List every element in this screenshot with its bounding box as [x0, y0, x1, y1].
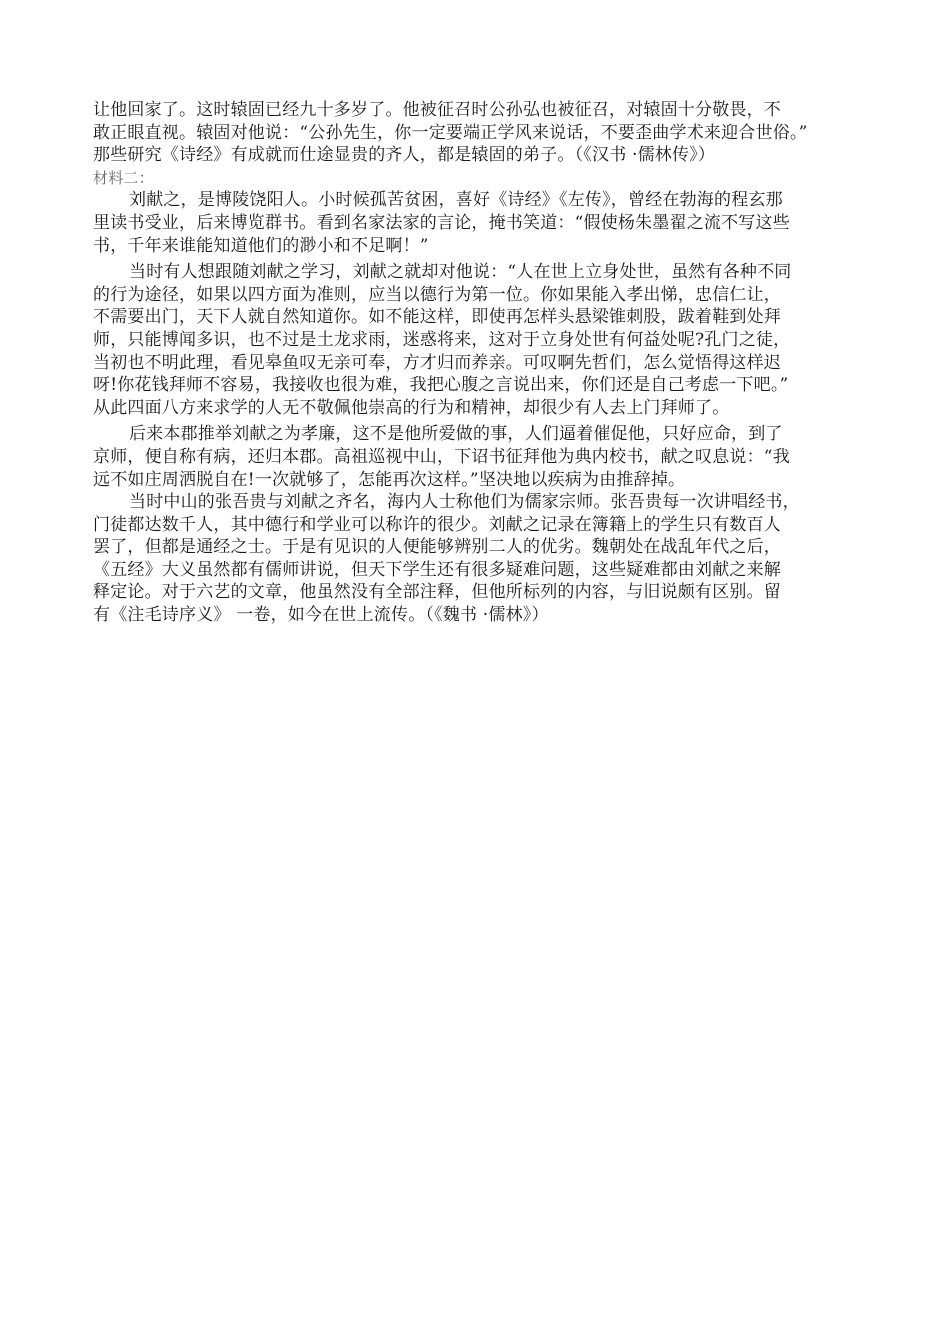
material1-tail-paragraph — [93, 99, 883, 167]
text-line: 里读书受业，后来博览群书。看到名家法家的言论，掩书笑道：“假使杨朱墨翟之流不写这些 — [93, 212, 790, 233]
text-line: 敢正眼直视。辕固对他说：“公孙先生，你一定要端正学风来说话，不要歪曲学术来迎合世俗。” — [93, 122, 808, 143]
text-line: 当时中山的张吾贵与刘献之齐名，海内人士称他们为儒家宗师。张吾贵每一次讲唱经书， — [129, 492, 800, 513]
text-line: 从此四面八方来求学的人无不敬佩他崇高的行为和精神，却很少有人去上门拜师了。 — [93, 397, 730, 418]
material2-paragraph-2 — [93, 261, 883, 419]
text-line: 让他回家了。这时辕固已经九十多岁了。他被征召时公孙弘也被征召，对辕固十分敬畏，不 — [93, 100, 781, 120]
text-line: 书，千年来谁能知道他们的渺小和不足啊！” — [93, 235, 429, 256]
material2-paragraph-4 — [93, 491, 883, 627]
material2-paragraph-1 — [93, 189, 883, 257]
text-line: 的行为途径，如果以四方面为准则，应当以德行为第一位。你如果能入孝出悌，忠信仁让， — [93, 284, 781, 305]
text-line: 门徒都达数千人，其中德行和学业可以称许的很少。刘献之记录在簿籍上的学生只有数百人 — [93, 514, 781, 535]
text-line: 有《注毛诗序义》 一卷，如今在世上流传。（《魏书 ·儒林》） — [93, 605, 549, 626]
text-line: 远不如庄周洒脱自在!一次就够了，怎能再次这样。”坚决地以疾病为由推辞掉。 — [93, 469, 686, 490]
text-line: 释定论。对于六艺的文章，他虽然没有全部注释，但他所标列的内容，与旧说颇有区别。留 — [93, 582, 781, 603]
text-line: 当初也不明此理，看见皋鱼叹无亲可奉，方才归而养亲。可叹啊先哲们，怎么觉悟得这样迟 — [93, 352, 781, 373]
text-line: 师，只能博闻多识，也不过是土龙求雨，迷惑将来，这对于立身处世有何益处呢?孔门之徒， — [93, 329, 791, 350]
material2-paragraph-3 — [93, 423, 883, 491]
text-line: 那些研究《诗经》有成就而仕途显贵的齐人，都是辕固的弟子。（《汉书 ·儒林传》） — [93, 145, 716, 166]
text-line: 后来本郡推举刘献之为孝廉，这不是他所爱做的事，人们逼着催促他，只好应命，到了 — [129, 424, 783, 445]
text-line: 呀!你花钱拜师不容易，我接收也很为难，我把心腹之言说出来，你们还是自己考虑一下吧。” — [93, 375, 789, 396]
text-line: 不需要出门，天下人就自然知道你。如不能这样，即使再怎样头悬梁锥刺股，跋着鞋到处拜 — [93, 307, 781, 328]
text-line: 京师，便自称有病，还归本郡。高祖巡视中山，下诏书征拜他为典内校书，献之叹息说：“我 — [93, 446, 790, 467]
material2-label: 材料二： — [93, 168, 154, 187]
text-line: 罢了，但都是通经之士。于是有见识的人便能够辨别二人的优劣。魏朝处在战乱年代之后， — [93, 537, 781, 558]
text-line: 《五经》大义虽然都有儒师讲说，但天下学生还有很多疑难问题，这些疑难都由刘献之来解 — [93, 559, 781, 580]
text-line: 当时有人想跟随刘献之学习，刘献之就却对他说：“人在世上立身处世，虽然有各种不同 — [129, 262, 792, 283]
document-page — [93, 99, 883, 627]
text-line: 刘献之，是博陵饶阳人。小时候孤苦贫困，喜好《诗经》《左传》，曾经在勃海的程玄那 — [129, 190, 783, 211]
